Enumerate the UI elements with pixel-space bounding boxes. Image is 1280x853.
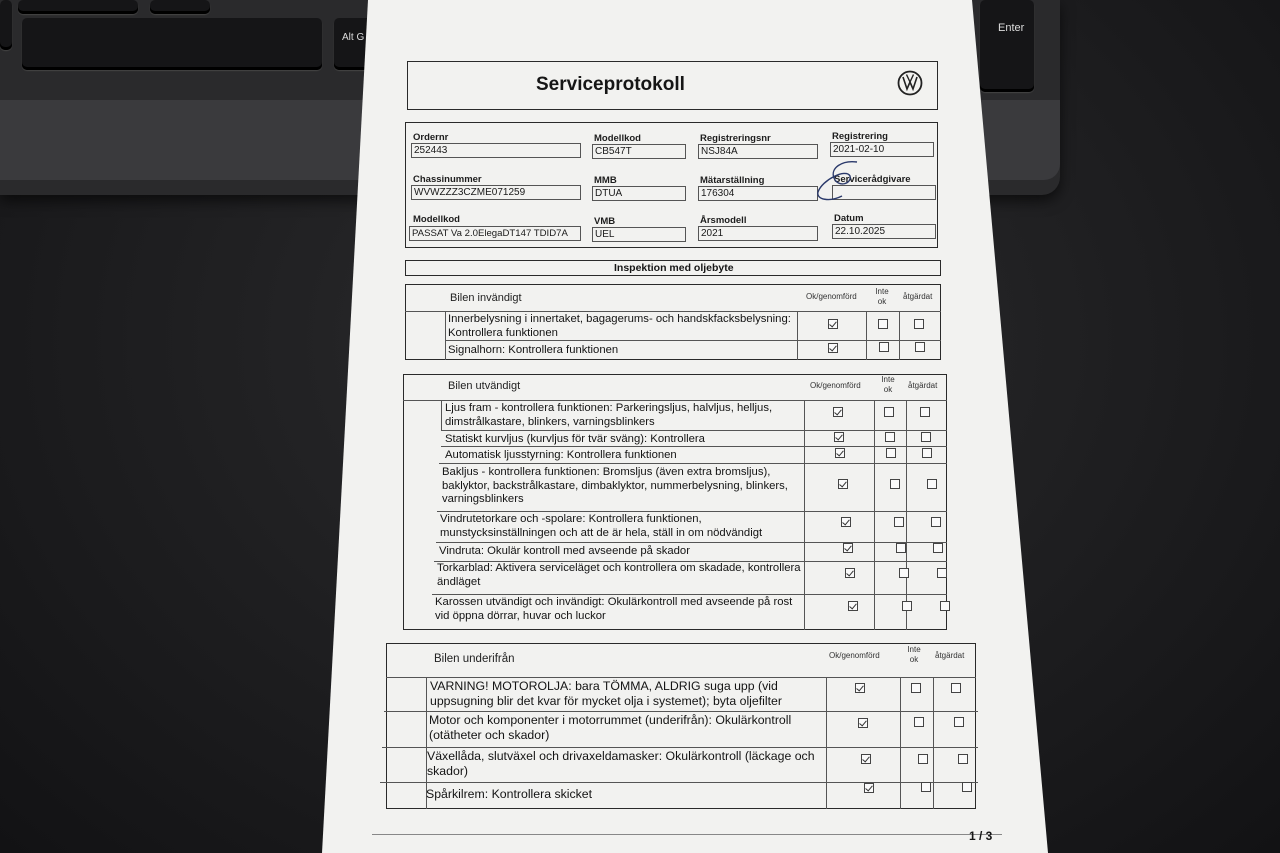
field-value-registreringsnr: NSJ84A	[701, 146, 738, 157]
checkbox-fixed[interactable]	[962, 782, 972, 792]
divider	[804, 400, 805, 630]
checkbox-ok[interactable]	[843, 543, 853, 553]
divider	[874, 400, 875, 630]
column-ok: Ok/genomförd	[810, 381, 861, 390]
checkbox-fixed[interactable]	[951, 683, 961, 693]
field-value-mmb: DTUA	[595, 188, 623, 199]
field-label-serviceradgivare: Servicerådgivare	[834, 174, 911, 185]
field-value-matarstallning: 176304	[701, 188, 735, 199]
column-ok: Ok/genomförd	[806, 292, 857, 301]
field-label-matarstallning: Mätarställning	[700, 175, 765, 186]
checkbox-ok[interactable]	[864, 783, 874, 793]
checkbox-fixed[interactable]	[931, 517, 941, 527]
divider	[445, 311, 446, 360]
checklist-item-text: Signalhorn: Kontrollera funktionen	[448, 344, 619, 356]
field-value-modellkod-2: PASSAT Va 2.0ElegaDT147 TDID7A	[412, 228, 568, 239]
divider	[797, 311, 798, 360]
checkbox-fixed[interactable]	[958, 754, 968, 764]
checkbox-ok[interactable]	[838, 479, 848, 489]
checklist-item-text: Spårkilrem: Kontrollera skicket	[426, 787, 593, 801]
checkbox-not-ok[interactable]	[896, 543, 906, 553]
checkbox-ok[interactable]	[841, 517, 851, 527]
checkbox-fixed[interactable]	[954, 717, 964, 727]
field-value-vmb: UEL	[595, 229, 615, 240]
checkbox-not-ok[interactable]	[899, 568, 909, 578]
checkbox-not-ok[interactable]	[918, 754, 928, 764]
checklist-item-text: Torkarblad: Aktivera serviceläget och kontrollera om skadade, kontrollera ändläget	[437, 562, 801, 588]
field-label-mmb: MMB	[594, 175, 617, 186]
checklist-item-text: Vindrutetorkare och -spolare: Kontrollera funktionen, munstycksinställningen och att de är hela, ställ in om nödvändigt	[440, 513, 763, 539]
column-not-ok: Inte ok	[881, 375, 895, 394]
field-value-chassinummer: WVWZZZ3CZME071259	[414, 187, 526, 198]
column-ok: Ok/genomförd	[829, 651, 880, 660]
checkbox-ok[interactable]	[848, 601, 858, 611]
checkbox-not-ok[interactable]	[914, 717, 924, 727]
enter-key: Enter	[980, 0, 1034, 92]
checkbox-ok[interactable]	[855, 683, 865, 693]
checkbox-ok[interactable]	[828, 319, 838, 329]
field-label-modellkod-2: Modellkod	[413, 214, 460, 225]
footer-rule	[372, 834, 1002, 835]
checklist-item-text: VARNING! MOTOROLJA: bara TÖMMA, ALDRIG suga upp (vid uppsugning blir det kvar för mycket olja i systemet); byta oljefilter	[430, 679, 782, 708]
checkbox-not-ok[interactable]	[885, 432, 895, 442]
divider	[441, 430, 947, 431]
divider	[432, 594, 947, 595]
checkbox-not-ok[interactable]	[878, 319, 888, 329]
divider	[933, 677, 934, 809]
divider	[382, 747, 978, 748]
field-label-ordernr: Ordernr	[413, 132, 449, 143]
checklist-item-text: Innerbelysning i innertaket, bagagerums- och handskfacksbelysning: Kontrollera funktionen	[448, 313, 791, 339]
field-label-chassinummer: Chassinummer	[413, 174, 482, 185]
checkbox-not-ok[interactable]	[921, 782, 931, 792]
checkbox-not-ok[interactable]	[884, 407, 894, 417]
divider	[906, 400, 907, 630]
column-fixed: åtgärdat	[935, 651, 965, 660]
field-label-registreringsnr: Registreringsnr	[700, 133, 771, 144]
field-label-vmb: VMB	[594, 216, 616, 227]
divider	[826, 677, 827, 809]
checkbox-fixed[interactable]	[933, 543, 943, 553]
field-value-arsmodell: 2021	[701, 228, 724, 239]
checkbox-fixed[interactable]	[927, 479, 937, 489]
checkbox-ok[interactable]	[858, 718, 868, 728]
checklist-item-text: Motor och komponenter i motorrummet (underifrån): Okulärkontroll (otätheter och skador)	[429, 713, 792, 742]
divider	[866, 311, 867, 360]
divider	[439, 463, 947, 464]
checklist-item-text: Automatisk ljusstyrning: Kontrollera funktionen	[445, 449, 677, 461]
checkbox-ok[interactable]	[861, 754, 871, 764]
vw-logo-icon	[897, 70, 923, 96]
divider	[441, 446, 947, 447]
inspection-title: Inspektion med oljebyte	[614, 262, 734, 274]
field-label-datum: Datum	[834, 213, 864, 224]
checkbox-ok[interactable]	[835, 448, 845, 458]
divider	[386, 677, 976, 678]
field-label-arsmodell: Årsmodell	[700, 215, 747, 226]
checkbox-ok[interactable]	[834, 432, 844, 442]
checkbox-ok[interactable]	[833, 407, 843, 417]
field-value-modellkod: CB547T	[595, 146, 632, 157]
field-value-registrering: 2021-02-10	[833, 144, 885, 155]
column-not-ok: Inte ok	[907, 645, 921, 664]
checklist-item-text: Statiskt kurvljus (kurvljus för tvär sväng): Kontrollera	[445, 433, 705, 445]
checkbox-not-ok[interactable]	[879, 342, 889, 352]
divider	[380, 782, 978, 783]
field-label-modellkod: Modellkod	[594, 133, 641, 144]
section-title: Bilen utvändigt	[448, 380, 521, 392]
divider	[436, 542, 947, 543]
checklist-item-text: Bakljus - kontrollera funktionen: Bromsljus (även extra bromsljus), baklyktor, backstrålkastare, dimbaklyktor, nummerbelysning, blinkers, varningsblinkers	[442, 466, 788, 506]
divider	[441, 400, 442, 430]
divider	[403, 400, 947, 401]
checklist-item-text: Karossen utvändigt och invändigt: Okulärkontroll med avseende på rost vid öppna dörrar, huvar och luckor	[435, 596, 793, 622]
checkbox-fixed[interactable]	[922, 448, 932, 458]
page-number: 1 / 3	[969, 829, 993, 843]
alt-gr-key: Alt G	[334, 18, 374, 70]
divider	[384, 711, 978, 712]
checkbox-not-ok[interactable]	[911, 683, 921, 693]
divider	[445, 340, 941, 341]
checkbox-not-ok[interactable]	[890, 479, 900, 489]
section-title: Bilen underifrån	[434, 653, 515, 665]
field-label-registrering: Registrering	[832, 131, 888, 142]
signature-scribble-icon	[812, 158, 872, 208]
checkbox-fixed[interactable]	[915, 342, 925, 352]
section-title: Bilen invändigt	[450, 292, 522, 304]
column-fixed: åtgärdat	[903, 292, 933, 301]
checkbox-fixed[interactable]	[921, 432, 931, 442]
divider	[899, 311, 900, 360]
checkbox-not-ok[interactable]	[894, 517, 904, 527]
checkbox-ok[interactable]	[828, 343, 838, 353]
column-fixed: åtgärdat	[908, 381, 938, 390]
checkbox-not-ok[interactable]	[886, 448, 896, 458]
checkbox-fixed[interactable]	[920, 407, 930, 417]
checkbox-fixed[interactable]	[937, 568, 947, 578]
column-not-ok: Inte ok	[875, 287, 889, 306]
field-value-ordernr: 252443	[414, 145, 448, 156]
page-title: Serviceprotokoll	[536, 74, 685, 95]
divider	[405, 311, 941, 312]
checklist-item-text: Växellåda, slutväxel och drivaxeldamasker: Okulärkontroll (läckage och skador)	[427, 749, 815, 778]
divider	[900, 677, 901, 809]
checkbox-not-ok[interactable]	[902, 601, 912, 611]
checkbox-fixed[interactable]	[940, 601, 950, 611]
divider	[437, 511, 947, 512]
checkbox-ok[interactable]	[845, 568, 855, 578]
field-value-datum: 22.10.2025	[835, 226, 886, 237]
checkbox-fixed[interactable]	[914, 319, 924, 329]
checklist-item-text: Ljus fram - kontrollera funktionen: Parkeringsljus, halvljus, helljus, dimstrålkastare, blinkers, varningsblinkers	[445, 402, 773, 428]
checklist-item-text: Vindruta: Okulär kontroll med avseende på skador	[439, 545, 690, 557]
